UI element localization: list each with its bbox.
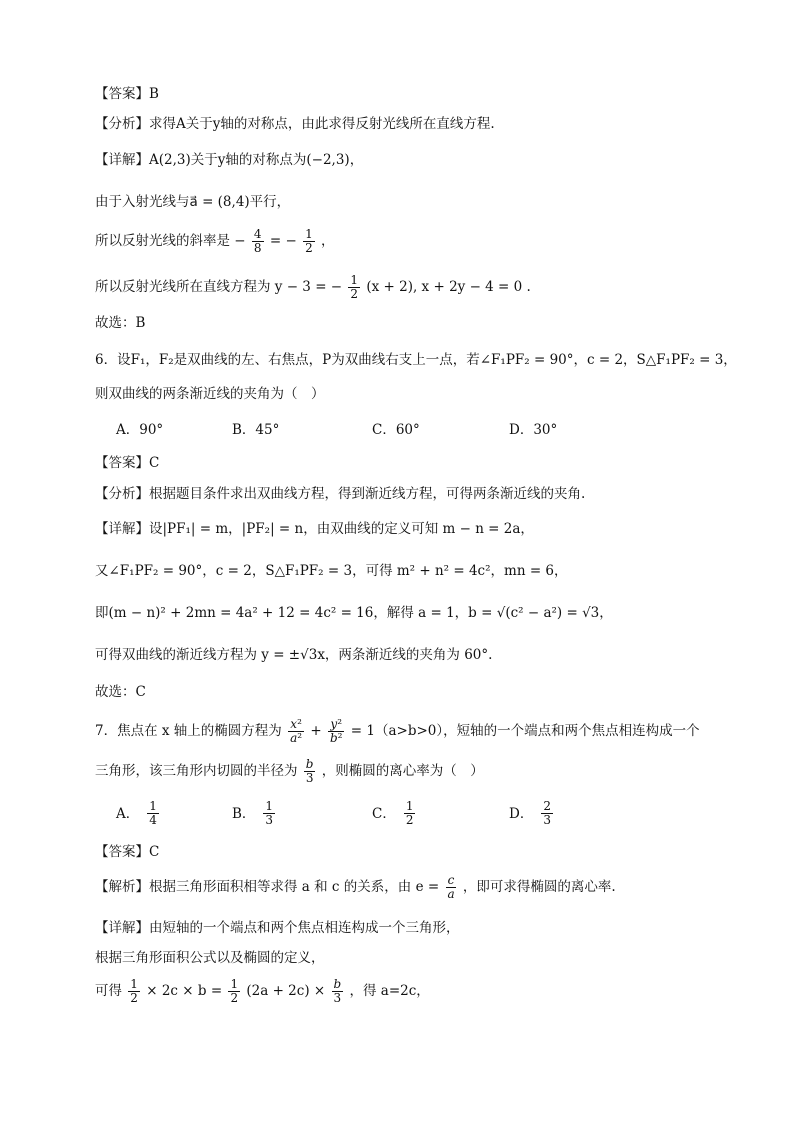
detail-6-line-4: 可得双曲线的渐近线方程为 y = ±√3x，两条渐近线的夹角为 60°. [95,647,493,663]
q7-option-a-letter: A． [116,805,140,822]
q6-option-c: C．60° [372,422,420,438]
q7-option-b [232,800,277,827]
detail-5-line-3-b: = − [269,233,297,249]
question-7-line-2 [95,758,484,785]
detail-5-line-3-c: ， [321,233,335,249]
select-6: 故选：C [95,684,146,700]
fraction-1-2-b: $\frac{1}{2}$ [350,273,359,301]
fraction-b-3: $\frac{b}{3}$ [305,757,314,785]
question-6-line-1: 6．设F₁，F₂是双曲线的左、右焦点，P为双曲线右支上一点，若∠F₁PF₂ = 90°，c = 2，S△F₁PF₂ = 3， [95,352,737,368]
detail-6-line-1: 【详解】设|PF₁| = m，|PF₂| = n，由双曲线的定义可知 m − n = 2a， [95,521,534,537]
detail-5-line-1: 【详解】A(2,3)关于y轴的对称点为(−2,3)， [95,152,364,168]
question-7-line-1-a: 7．焦点在 x 轴上的椭圆方程为 [95,723,282,739]
denominator: 2 [405,813,414,827]
question-7-line-2-b: ，则椭圆的离心率为（ ） [321,763,484,779]
question-7-line-1 [95,718,700,745]
detail-5-line-4 [95,274,531,301]
answer-7: 【答案】C [95,844,160,860]
analysis-7 [95,874,616,901]
plus-sign: + [310,723,322,739]
fraction-1-2-c: $\frac{1}{2}$ [130,977,138,1005]
detail-7-line-1: 【详解】由短轴的一个端点和两个焦点相连构成一个三角形， [95,920,460,936]
q6-option-d: D．30° [509,422,558,438]
q7-option-c [372,800,417,827]
fraction-1-2-d: $\frac{1}{2}$ [230,977,239,1005]
fraction-y2-b2: $\frac{\text{y²}}{\text{b²}}$ [329,717,343,745]
fraction-4-8: $\frac{4}{8}$ [253,227,262,255]
question-7-line-2-a: 三角形，该三角形内切圆的半径为 [95,763,298,779]
detail-5-line-4-b: (x + 2), x + 2y − 4 = 0 . [366,279,531,295]
q6-option-b: B．45° [232,422,280,438]
analysis-7-b: ，即可求得椭圆的离心率. [462,879,616,895]
detail-7-line-2: 根据三角形面积公式以及椭圆的定义， [95,950,325,966]
select-5: 故选：B [95,315,146,331]
denominator: 3 [543,813,551,827]
q7-option-a [116,800,161,827]
q6-option-a: A．90° [116,422,164,438]
fraction-b-3-b: $\frac{b}{3}$ [333,977,342,1005]
denominator: 3 [265,813,274,827]
denominator: 4 [149,813,157,827]
detail-5-line-3-a: 所以反射光线的斜率是 − [95,233,246,249]
question-6-line-2: 则双曲线的两条渐近线的夹角为（ ） [95,386,325,402]
q7-option-a-fraction [147,800,159,827]
numerator: 2 [543,799,551,813]
q7-option-c-letter: C． [372,805,396,822]
question-7-line-1-b: = 1（a>b>0），短轴的一个端点和两个焦点相连构成一个 [350,723,700,739]
q7-option-b-letter: B． [232,805,256,822]
detail-6-line-2: 又∠F₁PF₂ = 90°，c = 2，S△F₁PF₂ = 3，可得 m² + n² = 4c²，mn = 6， [95,563,568,579]
numerator: 1 [265,799,274,813]
q7-option-d-fraction [541,800,553,827]
fraction-x2-a2: $\frac{\text{x²}}{\text{a²}}$ [290,717,303,745]
detail-7-line-3-c: (2a + 2c) × [246,983,326,999]
detail-5-line-2: 由于入射光线与a⃗ = (8,4)平行， [95,194,291,210]
detail-7-line-3-d: ，得 a=2c， [349,983,430,999]
answer-6: 【答案】C [95,455,160,471]
fraction-1-2: $\frac{1}{2}$ [305,227,313,255]
numerator: 1 [149,799,157,813]
analysis-6: 【分析】根据题目条件求出双曲线方程，得到渐近线方程，可得两条渐近线的夹角. [95,486,586,502]
detail-7-line-3-a: 可得 [95,983,122,999]
fraction-c-a: $\frac{c}{a}$ [447,873,455,901]
analysis-7-a: 【解析】根据三角形面积相等求得 a 和 c 的关系，由 e = [95,879,440,895]
detail-7-line-3 [95,978,430,1005]
q7-option-d-letter: D． [509,805,534,822]
analysis-5: 【分析】求得A关于y轴的对称点，由此求得反射光线所在直线方程. [95,116,495,132]
q7-option-b-fraction [263,800,275,827]
detail-6-line-3: 即(m − n)² + 2mn = 4a² + 12 = 4c² = 16，解得 a = 1，b = √(c² − a²) = √3， [95,605,613,621]
detail-7-line-3-b: × 2c × b = [146,983,223,999]
q7-option-c-fraction [404,800,416,827]
answer-5: 【答案】B [95,86,159,102]
detail-5-line-4-a: 所以反射光线所在直线方程为 y − 3 = − [95,279,343,295]
numerator: 1 [405,799,414,813]
q7-option-d [509,800,555,827]
detail-5-line-3 [95,228,335,255]
